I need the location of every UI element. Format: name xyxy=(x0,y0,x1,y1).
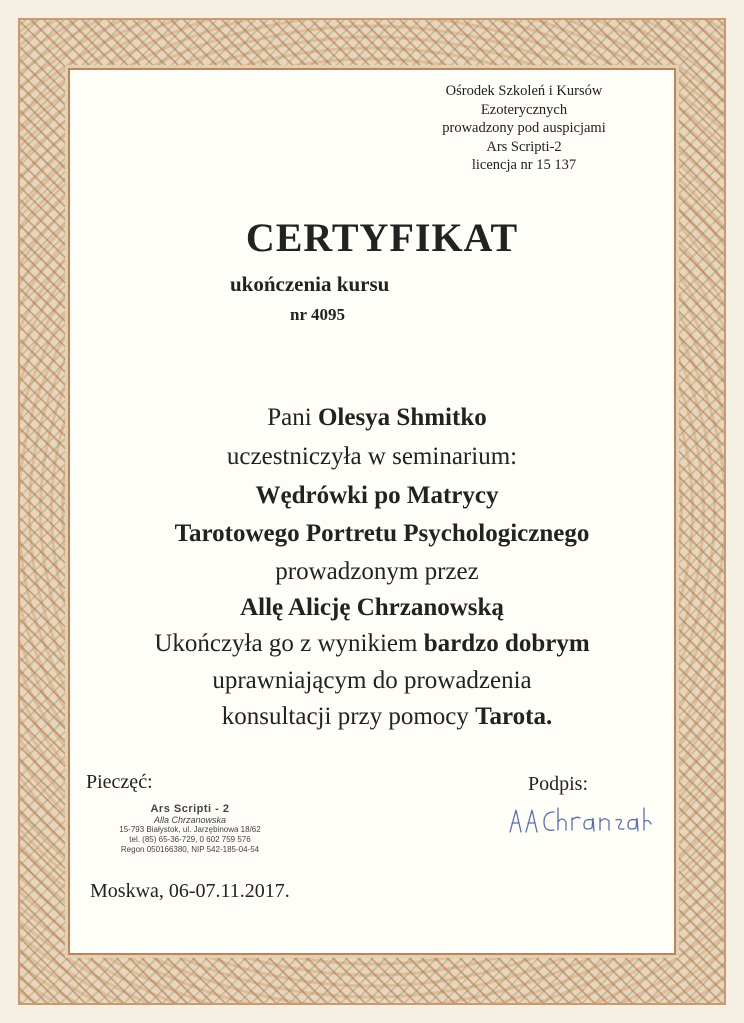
stamp-person: Alla Chrzanowska xyxy=(153,815,227,825)
official-stamp xyxy=(100,803,280,855)
consultation-tool: Tarota. xyxy=(475,703,553,730)
institution-line: prowadzony pod auspicjami xyxy=(442,120,606,136)
certificate-number: nr 4095 xyxy=(290,305,345,324)
place-and-date: Moskwa, 06-07.11.2017. xyxy=(90,880,290,902)
institution-line: Ars Scripti-2 xyxy=(486,138,562,155)
consultation-prefix: konsultacji przy pomocy xyxy=(221,703,469,730)
institution-line: licencja nr 15 137 xyxy=(471,157,577,173)
salutation: Pani xyxy=(267,404,312,431)
stamp-ids: Regon 050166380, NIP 542-185-04-54 xyxy=(120,845,260,854)
certificate-title: CERTYFIKAT xyxy=(245,215,519,260)
institution-line: Ośrodek Szkoleń i Kursów xyxy=(445,83,603,99)
seminar-title-line-2: Tarotowego Portretu Psychologicznego xyxy=(174,520,590,547)
recipient-line xyxy=(0,404,744,432)
result-prefix: Ukończyła go z wynikiem xyxy=(154,630,418,657)
stamp-address: 15-793 Białystok, ul. Jarzębinowa 18/62 xyxy=(119,825,261,834)
qualifying-line: uprawniającym do prowadzenia xyxy=(212,667,532,694)
result-grade: bardzo dobrym xyxy=(423,630,590,657)
participated-line: uczestniczyła w seminarium: xyxy=(226,443,518,470)
recipient-name: Olesya Shmitko xyxy=(317,404,487,431)
institution-line: Ezoterycznych xyxy=(480,101,568,118)
led-by-line: prowadzonym przez xyxy=(275,558,479,585)
stamp-label: Pieczęć: xyxy=(86,771,153,793)
certificate-subtitle: ukończenia kursu xyxy=(230,272,390,296)
stamp-name: Ars Scripti - 2 xyxy=(150,803,230,815)
instructor-name: Allę Alicję Chrzanowską xyxy=(240,594,504,621)
stamp-phone: tel. (85) 65-36-729, 0 602 759 576 xyxy=(129,835,251,844)
consultation-line xyxy=(0,703,744,731)
institution-block xyxy=(404,82,644,175)
handwritten-signature xyxy=(506,804,652,838)
signature-label: Podpis: xyxy=(528,773,589,795)
result-line xyxy=(0,630,744,658)
seminar-title-line-1: Wędrówki po Matrycy xyxy=(255,482,499,509)
